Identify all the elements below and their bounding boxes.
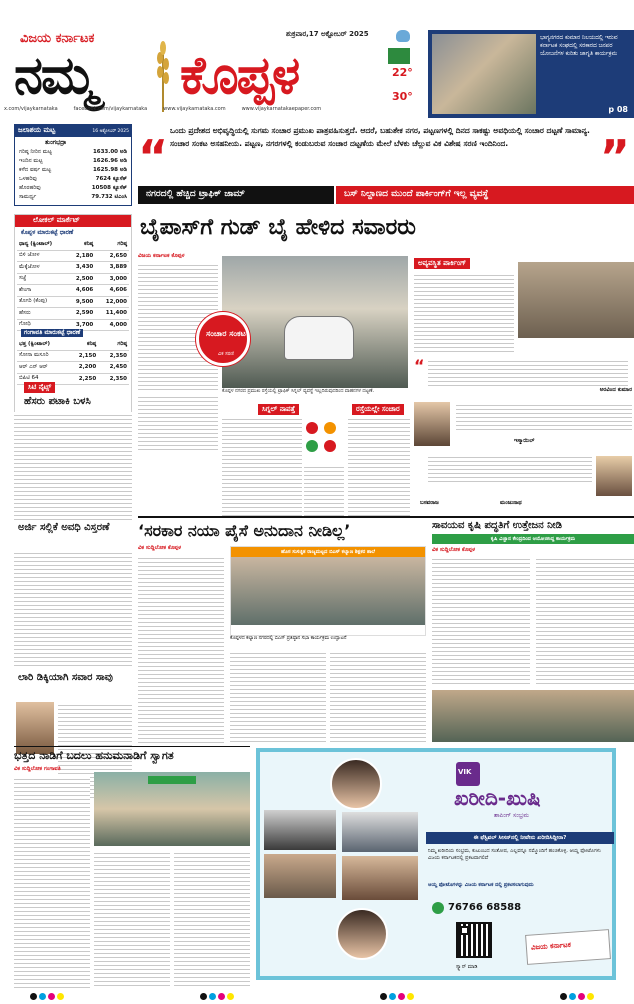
quote-aravind-body <box>428 358 628 386</box>
lead-banner-right-text: ಬಸ್ ನಿಲ್ದಾಣದ ಮುಂದೆ ಪಾರ್ಕಿಂಗ್‌ಗೆ ಇಲ್ಲ ವ್ಯವಸ್ಥೆ <box>344 189 489 199</box>
market-min: 2,500 <box>67 273 96 285</box>
market-max: 4,000 <box>95 319 129 331</box>
quote-mark-left: “ <box>138 130 169 184</box>
reservoir-label: ಹೊರಹರಿವು <box>19 185 41 191</box>
welcome-banner <box>148 776 196 784</box>
welcome-body-col3 <box>174 850 250 988</box>
ad-body: ನಿಮ್ಮ ಖರೀದಿಯ ಸಂಭ್ರಮ, ಕುಟುಂಬದ ಸಂತೋಷ, ಎಲ್ಲವನ್ನೂ ನಮ್ಮೊಂದಿಗೆ ಹಂಚಿಕೊಳ್ಳಿ. ಆಯ್ದ ಫೋಟೊಗಳು ವಿಜಯ ಕರ್ನಾಟಕದಲ್ಲಿ ಪ್ರಕಟವಾಗಲಿವೆ <box>428 848 601 861</box>
market-item: ಬಿಳಿ ಜೋಳ <box>17 250 67 262</box>
sanchara-badge <box>196 312 250 366</box>
ad-qr-code[interactable] <box>456 922 492 958</box>
traffic-light-icon <box>304 420 338 460</box>
x-link[interactable]: x.com/vijaykarnataka <box>4 106 58 112</box>
market-row <box>17 362 129 374</box>
website-link[interactable]: www.vijaykarnataka.com <box>163 106 226 112</box>
market-max: 4,606 <box>95 285 129 297</box>
quote-ismail-name: ಇಸ್ಮಾಯಿಲ್ <box>514 438 535 444</box>
reservoir-value: 1625.98 ಅಡಿ <box>92 167 127 173</box>
ad-title: ಖರೀದಿ-ಖುಷಿ <box>454 786 541 810</box>
market-item: ಆರ್ ಎನ್ ಆರ್ <box>17 362 67 374</box>
story-deadline-title: ಅರ್ಜಿ ಸಲ್ಲಿಕೆ ಅವಧಿ ವಿಸ್ತರಣೆ <box>18 522 110 533</box>
reservoir-label: ಸಾಮರ್ಥ್ಯ <box>19 194 37 200</box>
weather-badge <box>388 48 410 64</box>
reservoir-label: ಕಳೆದ ವರ್ಷ ಮಟ್ಟ <box>19 167 52 173</box>
agri-byline: ವಿಕ ಸುದ್ದಿಲೋಕ ಕೊಪ್ಪಳ <box>432 547 476 553</box>
quote-ismail <box>414 400 634 450</box>
market-min: 9,500 <box>67 296 96 308</box>
top-story-text: ಭಾಗ್ಯನಗರದ ಕುಮಾರ ನಿಲಯದಲ್ಲಿ ಇರುವ ಕರ್ನಾಟಕ ಸಂಘದಲ್ಲಿ ಸರಕಾರದ ಜನಪರ ಯೋಜನೆಗಳ ಕುರಿತು ಜಾಗೃತಿ ಕಾರ್ಯಕ್ರಮ <box>540 35 618 57</box>
badge-sub: ವಿಕ ಸರಣಿ <box>218 351 234 357</box>
lead-headline: ಬೈಪಾಸ್‌ಗೆ ಗುಡ್ ಬೈ ಹೇಳಿದ ಸವಾರರು <box>140 215 416 240</box>
traffic-body <box>348 416 410 516</box>
market-sub1: ಕೊಪ್ಪಳ ಮಾರುಕಟ್ಟೆ ಧಾರಣೆ <box>21 229 74 236</box>
reservoir-row <box>17 148 129 157</box>
market-row <box>17 285 129 297</box>
lead-photo-caption: ಕೊಪ್ಪಳ ನಗರದ ಪ್ರಮುಖ ರಸ್ತೆಯಲ್ಲಿ ಟ್ರಾಫಿಕ್ ಸಿಗ್ನಲ್ ವ್ಯವಸ್ಥೆ ಇಲ್ಲದಿರುವುದರಿಂದ ವಾಹನಗಳ ದಟ್ಟಣೆ. <box>222 389 375 394</box>
market-min: 4,606 <box>67 285 96 297</box>
market-table-gangavati <box>17 339 129 385</box>
lead-intro: ಒಂದು ಪ್ರದೇಶದ ಅಭಿವೃದ್ಧಿಯಲ್ಲಿ ಸುಗಮ ಸಂಚಾರ ಪ್ರಮುಖ ಪಾತ್ರವಹಿಸುತ್ತದೆ. ಆದರೆ, ಬಹುತೇಕ ನಗರ, ಪಟ್ಟಣಗಳಲ್ಲಿ ದಿನದ ಸಾಕಷ್ಟು ಅವಧಿಯಲ್ಲಿ ಸಂಚಾರ ದಟ್ಟಣೆ ಸಾಮಾನ್ಯ. ಸಂಚಾರ ಸಂಕಟ ಅಸಹನೀಯ. ಪಟ್ಟಣ, ನಗರಗಳಲ್ಲಿ ಕಂಡುಬರುವ ಸಂಚಾರ ದಟ್ಟಣೆಯ ಮೇಲೆ ಬೆಳಕು ಚೆಲ್ಲುವ ವಿಕ ವಿಶೇಷ ಸರಣಿ ಇಂದಿನಿಂದ. <box>170 126 590 148</box>
market-max: 2,350 <box>98 350 129 362</box>
ad-photo-car <box>264 810 336 850</box>
reservoir-value: 1626.96 ಅಡಿ <box>92 158 127 164</box>
market-row <box>17 250 129 262</box>
lead-banner-left <box>138 186 334 204</box>
market-item: ತೊಗರಿ (ಕೆಂಪು) <box>17 296 67 308</box>
city-tag: ಸಿಟಿ ನೈಟ್ಸ್ <box>24 382 55 393</box>
parking-caption <box>518 340 634 354</box>
quote-manjunath-name: ಮಂಜುನಾಥ <box>500 500 522 506</box>
ad-bag-icon <box>456 762 480 786</box>
story-accident-title: ಲಾರಿ ಡಿಕ್ಕಿಯಾಗಿ ಸವಾರ ಸಾವು <box>18 672 113 683</box>
quote-basavaraj-name: ಬಸವರಾಜ <box>420 500 439 506</box>
market2-col-item: ಭತ್ತ (ಕ್ವಿಂಟಾಲ್) <box>17 339 67 350</box>
market-max: 2,650 <box>95 250 129 262</box>
grant-byline: ವಿಕ ಸುದ್ದಿಲೋಕ ಕೊಪ್ಪಳ <box>138 545 182 551</box>
whatsapp-icon <box>432 902 444 914</box>
ad-photo-family-2 <box>342 856 418 900</box>
reservoir-value: 7624 ಕ್ಯೂಸೆಕ್ <box>95 176 127 182</box>
ad-newspaper-icon <box>525 929 611 965</box>
top-story-box[interactable] <box>428 30 634 118</box>
reservoir-header <box>15 125 131 137</box>
reservoir-date: 16 ಅಕ್ಟೋಬರ್ 2025 <box>92 129 129 134</box>
market-table-koppal <box>17 239 129 331</box>
lead-byline: ವಿಜಯ ಕರ್ನಾಟಕ ಕೊಪ್ಪಳ <box>138 253 185 259</box>
reservoir-row <box>17 193 129 202</box>
market-max: 11,400 <box>95 308 129 320</box>
reservoir-row <box>17 175 129 184</box>
grant-photo-caption: ಕೊಪ್ಪಳದ ಕಲ್ಯಾಣ ನಗರದಲ್ಲಿ ಬಿಎಸ್ ಪ್ರತಿಷ್ಠಾನ ಸಭಾ ಕಾರ್ಯಕ್ರಮ ಉದ್ಘಾಟನೆ <box>230 636 347 641</box>
quote-ismail-photo <box>414 402 450 446</box>
market-title: ಲೋಕಲ್ ಮಾರ್ಕೆಟ್ <box>33 216 80 224</box>
temp-low: 30° <box>392 90 413 103</box>
market-max: 2,350 <box>98 373 129 385</box>
lead-banner-left-text: ನಗರದಲ್ಲಿ ಹೆಚ್ಚಿದ ಟ್ರಾಫಿಕ್ ಜಾಮ್ <box>146 189 245 199</box>
color-registration-dots <box>0 985 634 993</box>
weather-icon <box>396 30 410 42</box>
tag-signal: ಸಿಗ್ನಲ್ ನಾಪತ್ತೆ <box>258 404 299 415</box>
signal-body-2 <box>304 464 344 516</box>
market-row <box>17 262 129 274</box>
market-item: ಮೆಕ್ಕೆಜೋಳ <box>17 262 67 274</box>
market-sub2: ಗಂಗಾವತಿ ಮಾರುಕಟ್ಟೆ ಧಾರಣೆ <box>21 329 83 337</box>
temp-high: 22° <box>392 66 413 79</box>
welcome-body-col1 <box>14 776 90 988</box>
wheat-icon <box>152 38 174 112</box>
masthead-title-koppala: ಕೊಪ್ಪಳ <box>180 45 299 106</box>
ad-photo-car-2 <box>342 812 418 852</box>
welcome-headline: ಭತ್ತದ ನಾಡಿಗೆ ಬದಲು ಹನುಮನಾಡಿಗೆ ಸ್ವಾಗತ <box>14 749 174 762</box>
ad-footer: ಆಯ್ದ ಫೋಟೊಗಳನ್ನು ವಿಜಯ ಕರ್ನಾಟಕ ದಲ್ಲಿ ಪ್ರಕಟಿಸಲಾಗುವುದು <box>428 882 534 888</box>
ad-box[interactable] <box>256 748 616 980</box>
welcome-byline: ವಿಕ ಸುದ್ದಿಲೋಕ ಗಂಗಾವತಿ <box>14 766 61 772</box>
reservoir-row <box>17 184 129 193</box>
ad-brand: VIK <box>458 768 472 776</box>
market-item: ಸೋನಾ ಮಸೂರಿ <box>17 350 67 362</box>
reservoir-box <box>14 124 132 206</box>
brand-name: ವಿಜಯ ಕರ್ನಾಟಕ <box>20 31 95 46</box>
reservoir-value: 10508 ಕ್ಯೂಸೆಕ್ <box>91 185 127 191</box>
welcome-body-col2 <box>94 850 170 988</box>
qr-corner <box>460 926 469 935</box>
reservoir-row <box>17 157 129 166</box>
ad-photo-family-1 <box>264 854 336 898</box>
agri-photo <box>432 690 634 742</box>
market-max: 3,889 <box>95 262 129 274</box>
market-max: 12,000 <box>95 296 129 308</box>
market-header <box>15 215 131 227</box>
grant-body-col1 <box>138 555 224 745</box>
car-shape <box>284 316 354 360</box>
ad-subtitle: ಶಾಪಿಂಗ್ ಸಂಭ್ರಮ <box>494 812 529 819</box>
market-max: 2,450 <box>98 362 129 374</box>
market-item: ಸಜ್ಜೆ <box>17 273 67 285</box>
story-fireworks-body <box>14 412 132 520</box>
rule-grant <box>138 516 634 518</box>
ad-paper-name: ವಿಜಯ ಕರ್ನಾಟಕ <box>530 940 572 952</box>
lead-photo <box>222 256 408 388</box>
grant-body-col2 <box>230 650 326 744</box>
masthead-title-namma: ನಮ್ಮ <box>14 45 96 106</box>
market-col-item: ಧಾನ್ಯ (ಕ್ವಿಂಟಾಲ್) <box>17 239 67 250</box>
reservoir-value: 1633.00 ಅಡಿ <box>92 149 127 155</box>
tag-parking: ಅವ್ಯವಸ್ಥಿತ ಪಾರ್ಕಿಂಗ್ <box>414 258 470 269</box>
market-item: ಶೇಂಗಾ <box>17 285 67 297</box>
market-min: 2,180 <box>67 250 96 262</box>
market-row <box>17 350 129 362</box>
market-item: ಹೆಸರು <box>17 308 67 320</box>
market-min: 3,700 <box>67 319 96 331</box>
grant-photo-box <box>230 546 426 636</box>
story-fireworks-title: ಹೆಸರು ಪಟಾಕಿ ಬಳಸಿ <box>24 396 91 407</box>
quote-icon: “ <box>414 356 425 375</box>
quote-basavaraj-photo <box>596 456 632 496</box>
agri-headline: ಸಾವಯವ ಕೃಷಿ ಪದ್ಧತಿಗೆ ಉತ್ತೇಜನ ನೀಡಿ <box>432 520 562 531</box>
reservoir-label: ಗರಿಷ್ಠ ನೀರಿನ ಮಟ್ಟ <box>19 149 52 155</box>
social-strip <box>4 104 424 114</box>
tag-traffic: ರಸ್ತೆಯಲ್ಲೇ ಸಂಚಾರ <box>352 404 404 415</box>
reservoir-value: 79.732 ಟಿಎಂಸಿ <box>91 194 127 200</box>
ad-question: ಈ ಫೆಸ್ಟಿವಲ್ ಸೀಸನ್‌ನಲ್ಲಿ ನೀವೇನು ಖರೀದಿಸಿದ್ದೀರಾ? <box>426 832 614 844</box>
ad-portrait-2 <box>336 908 388 960</box>
market-min: 2,250 <box>67 373 98 385</box>
reservoir-table <box>17 148 129 202</box>
welcome-photo <box>94 772 250 846</box>
lead-intro-box <box>138 124 634 184</box>
market-min: 2,150 <box>67 350 98 362</box>
masthead <box>0 0 634 118</box>
quote-basavaraj-body <box>428 454 592 484</box>
market2-col-max: ಗರಿಷ್ಠ <box>98 339 129 350</box>
quote-mark-right: ” <box>599 130 630 184</box>
quote-aravind <box>414 356 634 396</box>
parking-photo <box>518 262 634 338</box>
reservoir-name: ತುಂಗಭದ್ರಾ <box>45 139 67 146</box>
market-row <box>17 296 129 308</box>
ad-portrait-1 <box>330 758 382 810</box>
market-item: ಗೋಧಿ <box>17 319 67 331</box>
ad-phone: 76766 68588 <box>448 902 522 913</box>
badge-text: ಸಂಚಾರ ಸಂಕಟ <box>206 329 246 338</box>
market-max: 3,000 <box>95 273 129 285</box>
market2-col-min: ಕನಿಷ್ಠ <box>67 339 98 350</box>
lead-banner-right <box>336 186 634 204</box>
ad-qr-label: ಸ್ಕ್ಯಾನ್ ಮಾಡಿ <box>456 964 478 970</box>
market-min: 2,590 <box>67 308 96 320</box>
quote-basavaraj <box>414 452 634 498</box>
top-story-page: p 08 <box>608 105 628 114</box>
parking-body <box>414 272 514 352</box>
reservoir-label: ಇಂದಿನ ಮಟ್ಟ <box>19 158 43 164</box>
date-line: ಶುಕ್ರವಾರ,17 ಅಕ್ಟೋಬರ್ 2025 <box>286 30 369 38</box>
story-deadline-body <box>14 550 132 668</box>
reservoir-label: ಒಳಹರಿವು <box>19 176 37 182</box>
rule-welcome <box>14 746 250 747</box>
signal-body <box>222 416 302 516</box>
grant-photo-title: ಹೊಸ ಸುಸಜ್ಜಿತ ರಾಜ್ಯಮಟ್ಟದ ಬಿಎಸ್ ಕಲ್ಯಾಣ ಶಿಕ್ಷಕರ ಶಾಲೆ <box>231 547 425 557</box>
market-min: 2,200 <box>67 362 98 374</box>
epaper-link[interactable]: www.vijaykarnatakaepaper.com <box>241 106 322 112</box>
top-story-photo <box>432 34 536 114</box>
agri-body-col2 <box>536 556 634 686</box>
market-item: ಬಿಪಿಟಿ 64 <box>17 373 67 385</box>
reservoir-title: ಜಲಾಶಯ ಮಟ್ಟ <box>18 126 56 134</box>
grant-body-col3 <box>330 650 426 744</box>
grant-headline: ‘ಸರಕಾರ ನಯಾ ಪೈಸೆ ಅನುದಾನ ನೀಡಿಲ್ಲ’ <box>138 521 351 540</box>
agri-body-col1 <box>432 556 530 686</box>
quote-aravind-name: ಅರವಿಂದ ಕುಮಾರ <box>599 387 632 393</box>
quote-ismail-body <box>456 402 632 432</box>
reservoir-row <box>17 166 129 175</box>
market-row <box>17 308 129 320</box>
agri-sub: ಕೃಷಿ ವಿಜ್ಞಾನ ಕೇಂದ್ರದಿಂದ ಆಯೋಜಿಸಿದ್ದ ಕಾರ್ಯಕ್ರಮ <box>432 534 634 544</box>
grant-photo <box>231 557 425 625</box>
market-row <box>17 273 129 285</box>
lead-body-col1b <box>138 394 218 452</box>
market-col-max: ಗರಿಷ್ಠ <box>95 239 129 250</box>
market-min: 3,430 <box>67 262 96 274</box>
facebook-link[interactable]: facebook.com/vijaykarnataka <box>73 106 148 112</box>
market-col-min: ಕನಿಷ್ಠ <box>67 239 96 250</box>
